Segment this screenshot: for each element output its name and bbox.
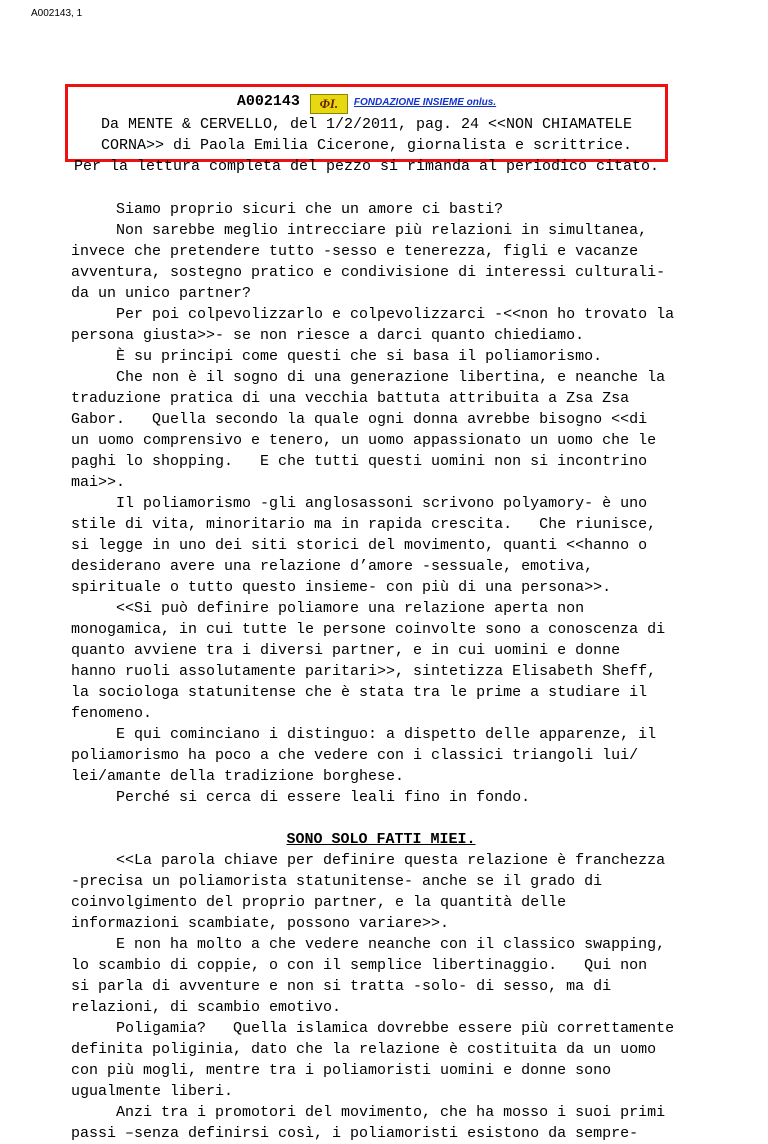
body-line: -precisa un poliamorista statunitense- anche se il grado di xyxy=(71,873,603,890)
body-line: lo scambio di coppie, o con il semplice libertinaggio. Qui non xyxy=(71,957,648,974)
body-line: Che non è il sogno di una generazione libertina, e neanche la xyxy=(71,369,666,386)
body-line: Siamo proprio sicuri che un amore ci basti? xyxy=(71,201,504,218)
body-line: da un unico partner? xyxy=(71,285,252,302)
foundation-logo-icon: ΦI. xyxy=(310,94,348,114)
body-line: relazioni, di scambio emotivo. xyxy=(71,999,342,1016)
body-line: Anzi tra i promotori del movimento, che ha mosso i suoi primi xyxy=(71,1104,666,1121)
body-line: E non ha molto a che vedere neanche con il classico swapping, xyxy=(71,936,666,953)
page-id: A002143, 1 xyxy=(31,8,83,19)
foundation-link[interactable]: FONDAZIONE INSIEME onlus. xyxy=(353,97,497,108)
body-line: monogamica, in cui tutte le persone coinvolte sono a conoscenza di xyxy=(71,621,666,638)
header-line-1 xyxy=(68,91,665,114)
header-line-3: CORNA>> di Paola Emilia Cicerone, giornalista e scrittrice. xyxy=(100,137,633,154)
body-line: coinvolgimento del proprio partner, e la quantità delle xyxy=(71,894,567,911)
document-code: A002143 xyxy=(236,93,300,110)
body-line: mai>>. xyxy=(71,474,126,491)
body-line: si parla di avventure e non si tratta -solo- di sesso, ma di xyxy=(71,978,612,995)
body-line: fenomeno. xyxy=(71,705,153,722)
body-line: paghi lo shopping. E che tutti questi uomini non si incontrino xyxy=(71,453,648,470)
body-line: Poligamia? Quella islamica dovrebbe essere più correttamente xyxy=(71,1020,675,1037)
body-line: poliamorismo ha poco a che vedere con i classici triangoli lui/ xyxy=(71,747,639,764)
body-line: con più mogli, mentre tra i poliamoristi uomini e donne sono xyxy=(71,1062,612,1079)
body-line: si legge in uno dei siti storici del movimento, quanti <<hanno o xyxy=(71,537,648,554)
section-title: SONO SOLO FATTI MIEI. xyxy=(286,831,476,848)
body-line: spirituale o tutto questo insieme- con più di una persona>>. xyxy=(71,579,612,596)
body-line: E qui cominciano i distinguo: a dispetto delle apparenze, il xyxy=(71,726,657,743)
body-line: informazioni scambiate, possono variare>>. xyxy=(71,915,450,932)
body-line: un uomo comprensivo e tenero, un uomo appassionato un uomo che le xyxy=(71,432,657,449)
body-line: quanto avviene tra i diversi partner, e in cui uomini e donne xyxy=(71,642,621,659)
body-line: lei/amante della tradizione borghese. xyxy=(71,768,405,785)
header-line-4: Per la lettura completa del pezzo si rimanda al periodico citato. xyxy=(73,158,660,175)
body-line: <<La parola chiave per definire questa relazione è franchezza xyxy=(71,852,666,869)
body-line: hanno ruoli assolutamente paritari>>, sintetizza Elisabeth Sheff, xyxy=(71,663,657,680)
body-line: Perché si cerca di essere leali fino in fondo. xyxy=(71,789,531,806)
spacer xyxy=(71,808,691,829)
header-box xyxy=(65,84,668,175)
article-body xyxy=(71,199,691,1144)
body-line: passi –senza definirsi così, i poliamoristi esistono da sempre- xyxy=(71,1125,639,1142)
body-line: Non sarebbe meglio intrecciare più relazioni in simultanea, xyxy=(71,222,648,239)
body-line: traduzione pratica di una vecchia battuta attribuita a Zsa Zsa xyxy=(71,390,630,407)
body-line: definita poliginia, dato che la relazione è costituita da un uomo xyxy=(71,1041,657,1058)
body-line: Il poliamorismo -gli anglosassoni scrivono polyamory- è uno xyxy=(71,495,648,512)
header-line-2: Da MENTE & CERVELLO, del 1/2/2011, pag. 24 <<NON CHIAMATELE xyxy=(100,116,633,133)
body-line: Per poi colpevolizzarlo e colpevolizzarci -<<non ho trovato la xyxy=(71,306,675,323)
body-line: invece che pretendere tutto -sesso e tenerezza, figli e vacanze xyxy=(71,243,639,260)
body-line: persona giusta>>- se non riesce a darci quanto chiediamo. xyxy=(71,327,585,344)
body-line: Gabor. Quella secondo la quale ogni donna avrebbe bisogno <<di xyxy=(71,411,648,428)
body-line: ugualmente liberi. xyxy=(71,1083,234,1100)
body-line: stile di vita, minoritario ma in rapida crescita. Che riunisce, xyxy=(71,516,657,533)
body-line: la sociologa statunitense che è stata tra le prime a studiare il xyxy=(71,684,648,701)
body-line: avventura, sostegno pratico e condivisione di interessi culturali- xyxy=(71,264,666,281)
body-line: desiderano avere una relazione d’amore -sessuale, emotiva, xyxy=(71,558,594,575)
body-line: È su principi come questi che si basa il poliamorismo. xyxy=(71,348,603,365)
body-line: <<Si può definire poliamore una relazione aperta non xyxy=(71,600,585,617)
